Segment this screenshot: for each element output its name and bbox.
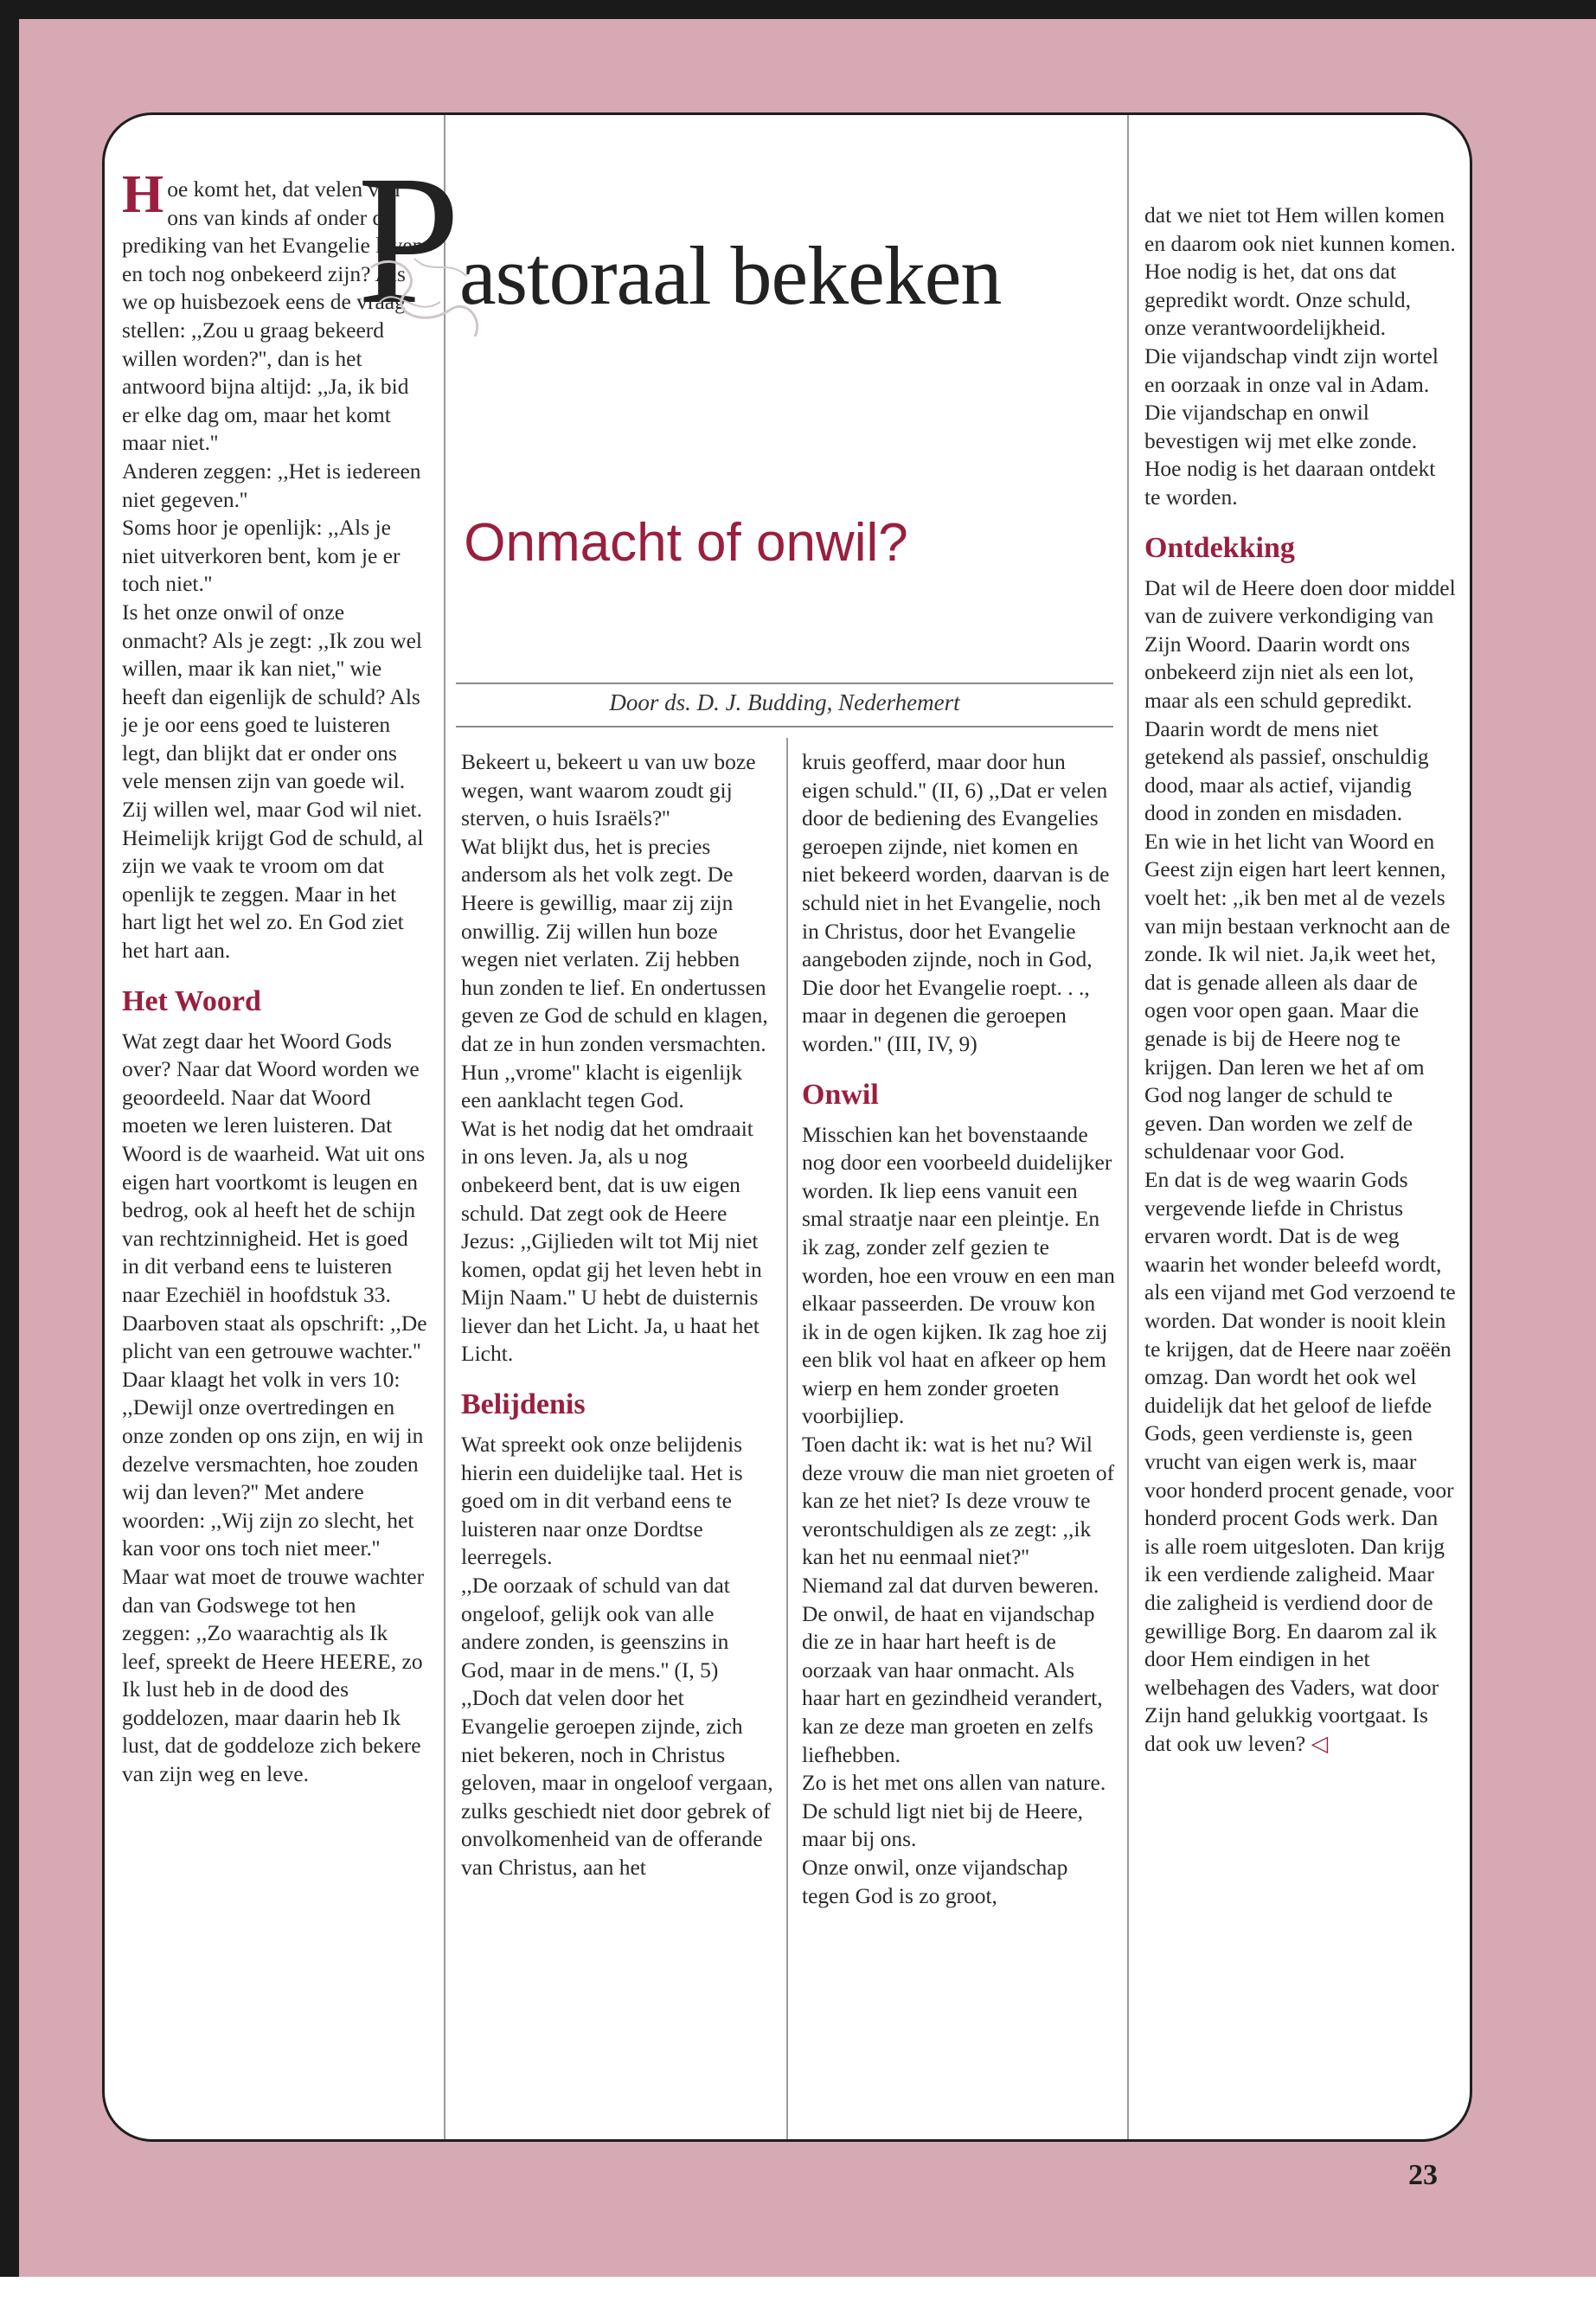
- article-title: Onmacht of onwil?: [464, 513, 908, 573]
- paragraph: En dat is de weg waarin Gods vergevende liefde in Christus ervaren wordt. Dat is de weg waarin het wonder beleefd wordt, als een vijand met God verzoend te worden. Dat wonder is nooit klein te krijgen, dat de Heere naar zoëën omzag. Dan wordt het ook wel duidelijk dat het geloof de liefde Gods, geen verdienste is, geen vrucht van eigen werk is, maar voor honderd procent genade, voor honderd procent Gods werk. Dan is alle roem uitgesloten. Dan krijg ik een verdiende zaligheid. Maar die zaligheid is verdiend door de gewillige Borg. En daarom zal ik door Hem eindigen in het welbehagen des Vaders, wat door Zijn hand gelukkig voortgaat. Is dat ook uw leven? ◁: [1144, 1167, 1456, 1756]
- column-rule: [1127, 115, 1129, 2139]
- paragraph: Dat wil de Heere doen door middel van de zuivere verkondiging van Zijn Woord. Daarin wordt ons onbekeerd zijn niet als een lot, maar als een schuld gepredikt. Daarin wordt de mens niet getekend als passief, onschuldig dood, maar als actief, vijandig dood in zonden en misdaden.: [1144, 574, 1456, 826]
- paragraph: Hoe komt het, dat velen van ons van kinds af onder de prediking van het Evangelie leven en toch nog onbekeerd zijn? Als we op huisbezoek eens de vraag stellen: ,,Zou u graag bekeerd willen worden?'', dan is het antwoord bijna altijd: ,,Ja, ik bid er elke dag om, maar het komt maar niet.'': [122, 165, 424, 456]
- article-panel: [102, 112, 1472, 2142]
- paragraph: Wat blijkt dus, het is precies andersom als het volk zegt. De Heere is gewillig, maar zij zijn onwillig. Zij willen hun boze wegen niet verlaten. Zij hebben hun zonden te lief. En ondertussen geven ze God de schuld en klagen, dat ze in hun zonden versmachten.: [461, 833, 768, 1056]
- section-heading: Het Woord: [122, 984, 261, 1017]
- paragraph: Soms hoor je openlijk: ,,Als je niet uitverkoren bent, kom je er toch niet.'': [122, 515, 401, 597]
- column-rule: [444, 115, 445, 2139]
- paragraph: Niemand zal dat durven beweren. De onwil, de haat en vijandschap die ze in haar hart heeft is de oorzaak van haar onmacht. Als haar hart en gezindheid verandert, kan ze deze man groeten en zelfs liefhebben.: [802, 1573, 1103, 1767]
- paragraph: Is het onze onwil of onze onmacht? Als je zegt: ,,Ik zou wel willen, maar ik kan niet,'' wie heeft dan eigenlijk de schuld? Als je je oor eens goed te luisteren legt, dan blijkt dat er onder ons vele mensen zijn van goede wil. Zij willen wel, maar God wil niet. Heimelijk krijgt God de schuld, al zijn we vaak te vroom om dat openlijk te zeggen. Maar in het hart ligt het wel zo. En God ziet het hart aan.: [122, 599, 424, 964]
- paragraph: Misschien kan het bovenstaande nog door een voorbeeld duidelijker worden. Ik liep eens vanuit een smal straatje naar een pleintje. En ik zag, zonder zelf gezien te worden, hoe een vrouw en een man elkaar passeerden. De vrouw kon ik in de ogen kijken. Ik zag hoe zij een blik vol haat en afkeer op hem wierp en hem zonder groeten voorbijliep.: [802, 1121, 1115, 1429]
- section-heading: Onwil: [802, 1078, 879, 1111]
- paragraph: Wat spreekt ook onze belijdenis hierin een duidelijke taal. Het is goed om in dit verband eens te luisteren naar onze Dordtse leerregels.: [461, 1432, 743, 1570]
- masthead-initial: P: [357, 138, 461, 343]
- column-4: [1144, 202, 1456, 2139]
- column-rule: [786, 738, 788, 2139]
- title-rule-top: [456, 683, 1113, 684]
- paragraph: Zo is het met ons allen van nature. De schuld ligt niet bij de Heere, maar bij ons.: [802, 1770, 1106, 1852]
- paragraph: Anderen zeggen: ,,Het is iedereen niet gegeven.'': [122, 458, 421, 512]
- title-rule-bottom: [456, 726, 1113, 727]
- drop-cap: H: [122, 165, 164, 224]
- section-heading: Ontdekking: [1144, 531, 1295, 564]
- column-3: [802, 748, 1115, 2139]
- section-heading: Belijdenis: [461, 1388, 586, 1421]
- paragraph: Wat is het nodig dat het omdraait in ons leven. Ja, als u nog onbekeerd bent, dat is uw eigen schuld. Dat zegt ook de Heere Jezus: ,,Gijlieden wilt tot Mij niet komen, opdat gij het leven hebt in Mijn Naam.'' U hebt de duisternis liever dan het Licht. Ja, u haat het Licht.: [461, 1115, 762, 1367]
- scan-edge-left: [0, 19, 19, 2277]
- scan-edge-top: [0, 0, 1596, 19]
- paragraph: kruis geofferd, maar door hun eigen schuld.'' (II, 6) ,,Dat er velen door de bediening des Evangelies geroepen zijnde, niet komen en niet bekeerd worden, daarvan is de schuld niet in het Evangelie, noch in Christus, door het Evangelie aangeboden zijnde, noch in God, Die door het Evangelie roept. . ., maar in degenen die geroepen worden.'' (III, IV, 9): [802, 749, 1110, 1056]
- paragraph: Bekeert u, bekeert u van uw boze wegen, want waarom zoudt gij sterven, o huis Israëls?'': [461, 749, 756, 831]
- page-number: 23: [1408, 2159, 1438, 2191]
- paragraph: Onze onwil, onze vijandschap tegen God is zo groot,: [802, 1854, 1068, 1908]
- paragraph: Die vijandschap vindt zijn wortel en oorzaak in onze val in Adam. Die vijandschap en onwil bevestigen wij met elke zonde. Hoe nodig is het daaraan ontdekt te worden.: [1144, 343, 1439, 510]
- column-1: [122, 165, 429, 2139]
- paragraph: Hun ,,vrome'' klacht is eigenlijk een aanklacht tegen God.: [461, 1059, 743, 1113]
- paragraph: dat we niet tot Hem willen komen en daarom ook niet kunnen komen. Hoe nodig is het, dat ons dat gepredikt wordt. Onze schuld, onze verantwoordelijkheid.: [1144, 202, 1456, 341]
- paragraph: Maar wat moet de trouwe wachter dan van Godswege tot hen zeggen: ,,Zo waarachtig als Ik leef, spreekt de Heere HEERE, zo Ik lust heb in de dood des goddelozen, maar daarin heb Ik lust, dat de goddeloze zich bekere van zijn weg en leve.: [122, 1563, 425, 1787]
- paragraph: En wie in het licht van Woord en Geest zijn eigen hart leert kennen, voelt het: ,,ik ben met al de vezels van mijn bestaan verknocht aan de zonde. Ik wil niet. Ja,ik weet het, dat is genade alleen als daar de ogen voor open gaan. Maar die genade is bij de Heere nog te krijgen. Dan leren we het af om God nog langer de schuld te geven. Dan worden we zelf de schuldenaar voor God.: [1144, 828, 1451, 1164]
- masthead-title: astoraal bekeken: [459, 229, 1002, 322]
- column-2: [461, 748, 774, 2139]
- byline: Door ds. D. J. Budding, Nederhemert: [609, 689, 960, 715]
- end-of-article-icon: ◁: [1311, 1730, 1329, 1756]
- paragraph: Toen dacht ik: wat is het nu? Wil deze vrouw die man niet groeten of kan ze het niet? Is deze vrouw te verontschuldigen als ze zegt: ,,ik kan het nu eenmaal niet?'': [802, 1432, 1115, 1570]
- paragraph: ,,De oorzaak of schuld van dat ongeloof, gelijk ook van alle andere zonden, is geenszins in God, maar in de mens.'' (I, 5) ,,Doch dat velen door het Evangelie geroepen zijnde, zich niet bekeren, noch in Christus geloven, maar in ongeloof vergaan, zulks geschiedt niet door gebrek of onvolkomenheid van de offerande van Christus, aan het: [461, 1573, 773, 1880]
- masthead: [357, 138, 1015, 343]
- paragraph: Wat zegt daar het Woord Gods over? Naar dat Woord worden we geoordeeld. Naar dat Woord moeten we leren luisteren. Dat Woord is de waarheid. Wat uit ons eigen hart voortkomt is leugen en bedrog, ook al heeft het de schijn van rechtzinnigheid. Het is goed in dit verband eens te luisteren naar Ezechiël in hoofdstuk 33. Daarboven staat als opschrift: ,,De plicht van een getrouwe wachter.'' Daar klaagt het volk in vers 10: ,,Dewijl onze overtredingen en onze zonden op ons zijn, en wij in dezelve versmachten, hoe zouden wij dan leven?'' Met andere woorden: ,,Wij zijn zo slecht, het kan voor ons toch niet meer.'': [122, 1028, 427, 1561]
